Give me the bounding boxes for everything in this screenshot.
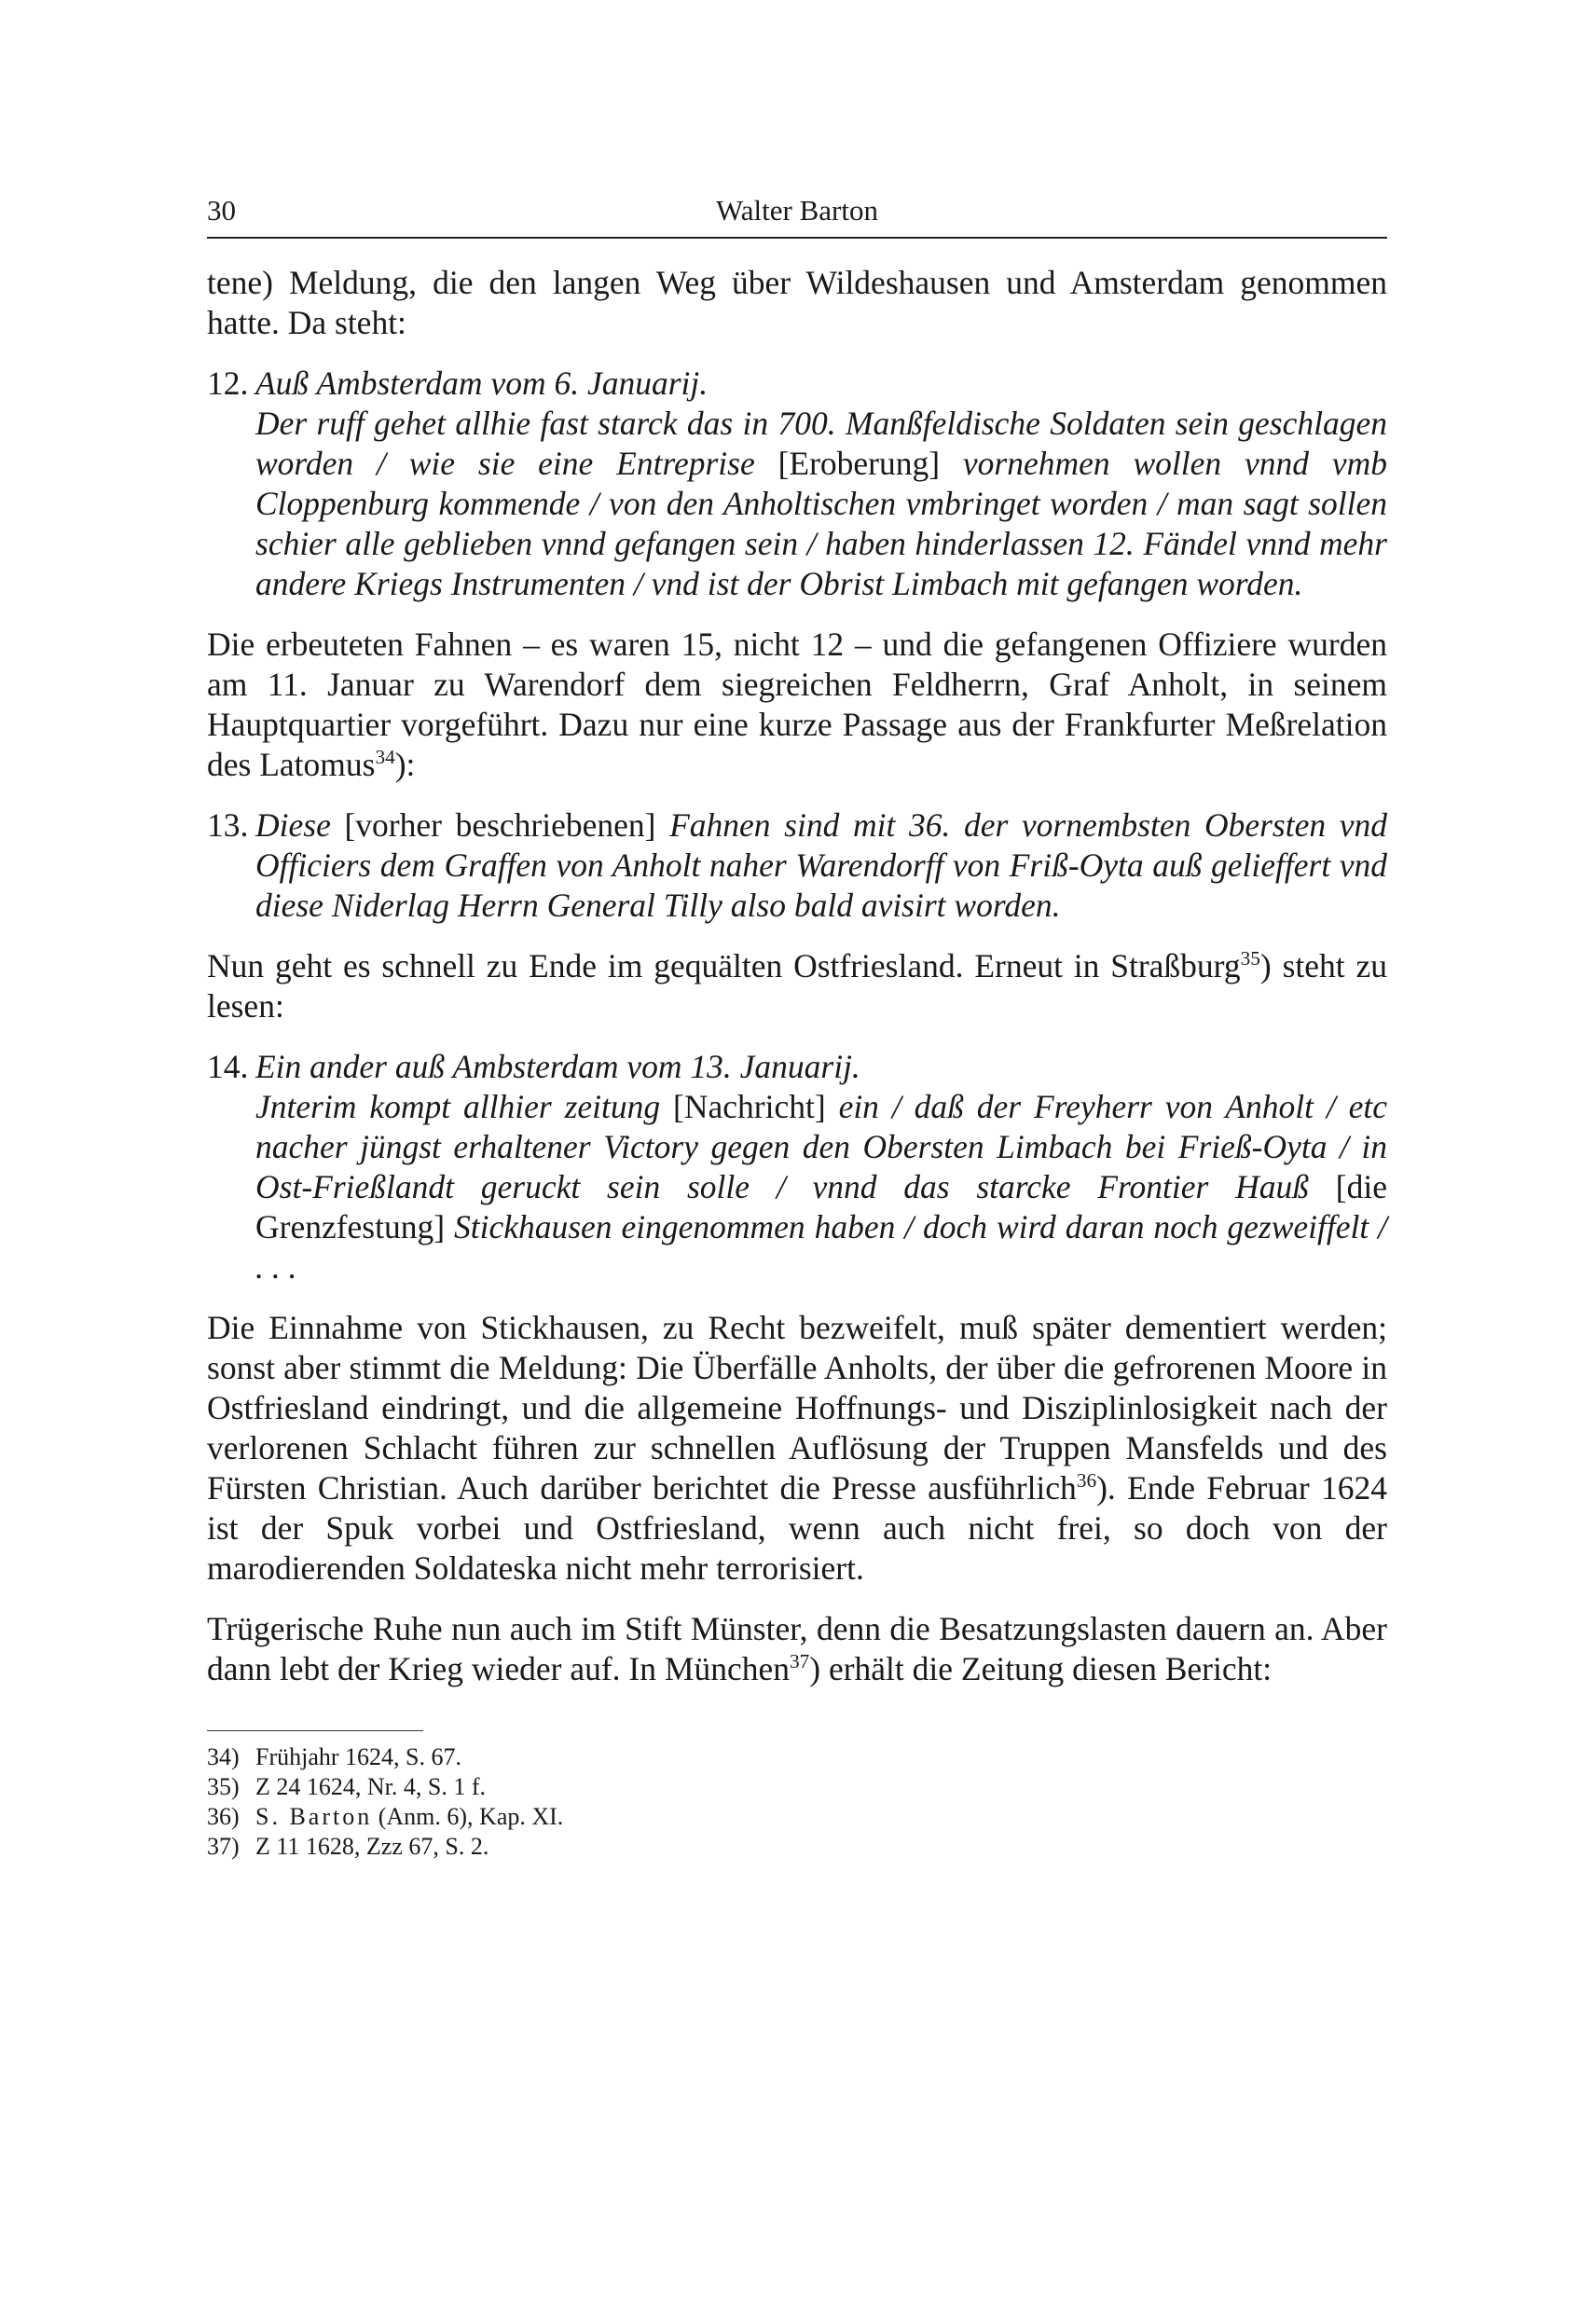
page-number: 30 (207, 194, 236, 227)
quote-13-number: 13. (207, 806, 249, 844)
footnote-mark: 37) (207, 1833, 240, 1860)
footnote-text: (Anm. 6), Kap. XI. (372, 1803, 564, 1830)
page (207, 186, 1387, 1862)
paragraph-4 (207, 1308, 1387, 1589)
quote-14-title: Ein ander auß Ambsterdam vom 13. Januarij. (255, 1048, 860, 1085)
footnote-mark: 35) (207, 1773, 240, 1800)
footnote-rule (207, 1730, 423, 1731)
footnote-34 (207, 1742, 1387, 1772)
footnote-text: Frühjahr 1624, S. 67. (255, 1743, 461, 1770)
quote-14-number: 14. (207, 1048, 249, 1085)
quote-12-number: 12. (207, 365, 249, 402)
footnotes (207, 1742, 1387, 1862)
quote-14-heading (207, 1047, 1387, 1087)
paragraph-1 (207, 263, 1387, 343)
paragraph-5-text: Trügerische Ruhe nun auch im Stift Münster, denn die Besatzungslasten dauern an. Aber dann lebt der Krieg wieder auf. In München (207, 1610, 1387, 1687)
quote-12 (207, 364, 1387, 604)
paragraph-3-text: Nun geht es schnell zu Ende im gequälten Ostfriesland. Erneut in Straßburg (207, 947, 1241, 984)
quote-14 (207, 1047, 1387, 1287)
footnote-text: Z 11 1628, Zzz 67, S. 2. (255, 1833, 489, 1860)
paragraph-3-after: ) steht zu lesen: (207, 947, 1387, 1025)
quote-14-body (255, 1087, 1387, 1287)
paragraph-3 (207, 946, 1387, 1026)
footnote-ref-37[interactable]: 37 (789, 1650, 810, 1673)
footnote-mark: 36) (207, 1803, 240, 1830)
footnote-author: S. Barton (255, 1803, 373, 1830)
quote-14-text-3: Stickhausen eingenommen haben / doch wird daran noch gezweiffelt / . . . (255, 1208, 1387, 1286)
running-title: Walter Barton (716, 194, 878, 227)
footnote-mark: 34) (207, 1743, 240, 1770)
quote-12-title: Auß Ambsterdam vom 6. Januarij. (255, 365, 709, 402)
paragraph-2 (207, 625, 1387, 785)
quote-12-gloss-1: [Eroberung] (777, 445, 941, 482)
quote-13-text-2: Fahnen sind mit 36. der vornembsten Obersten vnd Officiers dem Graffen von Anholt naher Warendorff von Friß-Oyta auß gelieffert vnd diese Niderlag Herrn General Tilly also bald avisirt worden. (255, 806, 1387, 924)
quote-14-text-1: Jnterim kompt allhier zeitung (255, 1088, 674, 1125)
quote-12-text-1: Der ruff gehet allhie fast starck das in 700. Manßfeldische Soldaten sein geschlagen worden / wie sie eine Entreprise (255, 405, 1387, 482)
running-head (207, 186, 1387, 235)
paragraph-2-text: Die erbeuteten Fahnen – es waren 15, nicht 12 – und die gefangenen Offiziere wurden am 11. Januar zu Warendorf dem siegreichen Feldherrn, Graf Anholt, in seinem Hauptquartier vorgeführt. Dazu nur eine kurze Passage aus der Frankfurter Meßrelation des Latomus (207, 626, 1387, 783)
quote-12-heading (207, 364, 1387, 404)
quote-14-gloss-1: [Nachricht] (673, 1088, 826, 1125)
quote-14-text-2: ein / daß der Freyherr von Anholt / etc nacher jüngst erhaltener Victory gegen den Obersten Limbach bei Frieß-Oyta / in Ost-Frießlandt geruckt sein solle / vnnd das starcke Frontier Hauß (255, 1088, 1387, 1205)
footnote-37 (207, 1832, 1387, 1862)
quote-13-gloss-1: [vorher beschriebenen] (330, 806, 670, 844)
body-text (207, 263, 1387, 1689)
footnote-35 (207, 1772, 1387, 1802)
paragraph-4-text: Die Einnahme von Stickhausen, zu Recht bezweifelt, muß später dementiert werden; sonst aber stimmt die Meldung: Die Überfälle Anholts, der über die gefrorenen Moore in Ostfriesland eindringt, und die allgemeine Hoffnungs- und Disziplinlosigkeit nach der verlorenen Schlacht führen zur schnellen Auflösung der Truppen Mansfelds und des Fürsten Christian. Auch darüber berichtet die Presse ausführlich (207, 1309, 1387, 1507)
footnote-36 (207, 1802, 1387, 1832)
paragraph-5 (207, 1609, 1387, 1689)
footnote-ref-34[interactable]: 34 (375, 746, 395, 769)
footnote-ref-36[interactable]: 36 (1076, 1469, 1097, 1493)
paragraph-1-text: tene) Meldung, die den langen Weg über Wildeshausen und Amsterdam genommen hatte. Da steht: (207, 264, 1387, 341)
quote-12-text-2: vornehmen wollen vnnd vmb Cloppenburg kommende / von den Anholtischen vmbringet worden / man sagt sollen schier alle geblieben vnnd gefangen sein / haben hinderlassen 12. Fändel vnnd mehr andere Kriegs Instrumenten / vnd ist der Obrist Limbach mit gefangen worden. (255, 445, 1387, 602)
footnote-ref-35[interactable]: 35 (1240, 947, 1260, 970)
header-rule (207, 237, 1387, 239)
paragraph-2-after: ): (394, 746, 416, 783)
quote-13 (207, 805, 1387, 926)
paragraph-5-after: ) erhält die Zeitung diesen Bericht: (809, 1650, 1273, 1687)
quote-12-body (255, 404, 1387, 604)
footnote-text: Z 24 1624, Nr. 4, S. 1 f. (255, 1773, 486, 1800)
quote-14-gloss-2: [die Grenzfestung] (255, 1168, 1387, 1245)
paragraph-4-after: ). Ende Februar 1624 ist der Spuk vorbei und Ostfriesland, wenn auch nicht frei, so doch von der marodierenden Soldateska nicht mehr terrorisiert. (207, 1469, 1387, 1587)
quote-13-text-1: Diese (255, 806, 331, 844)
quote-13-body (207, 805, 1387, 926)
